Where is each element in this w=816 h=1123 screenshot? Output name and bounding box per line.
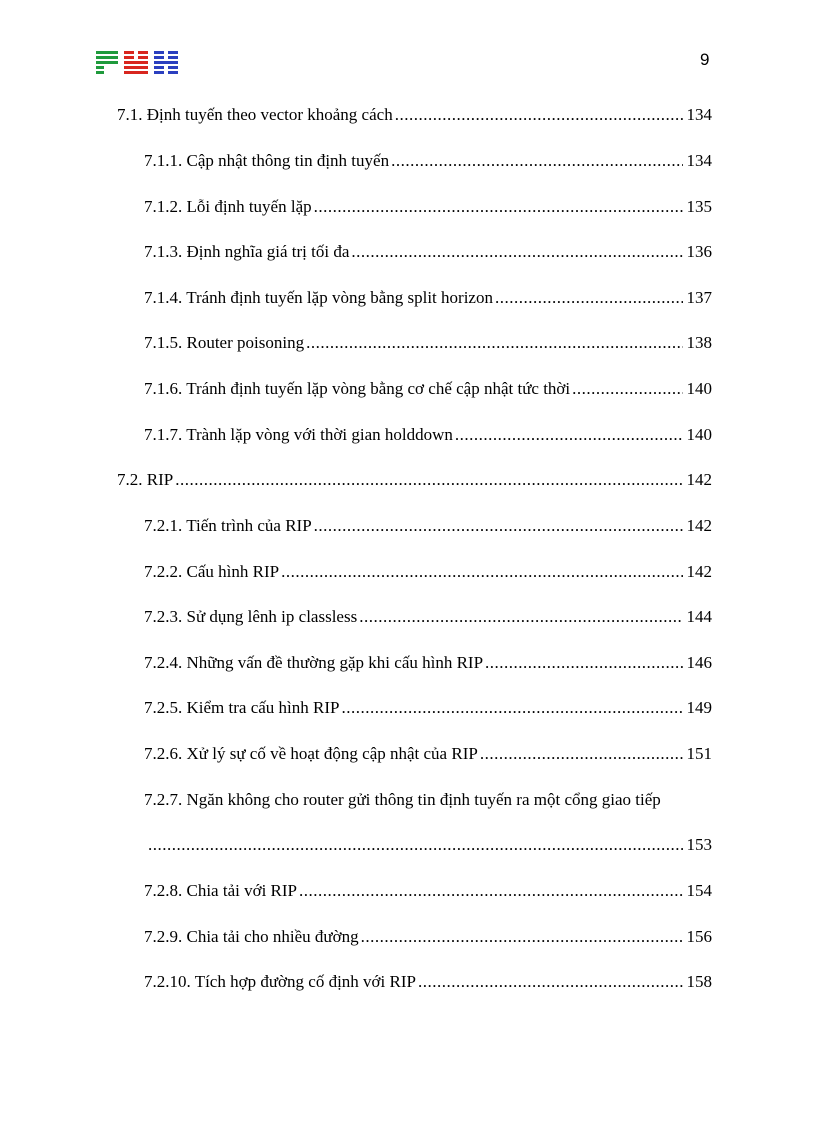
toc-entry[interactable] (144, 926, 712, 948)
toc-entry[interactable] (144, 150, 712, 172)
toc-entry-page: 134 (686, 105, 712, 124)
toc-entry-label: 7.2.9. Chia tải cho nhiều đường (144, 927, 359, 946)
toc-entry-label: 7.2.6. Xử lý sự cố về hoạt động cập nhật của RIP (144, 744, 478, 763)
toc-entry[interactable] (144, 241, 712, 263)
toc-entry-page: 151 (686, 744, 712, 763)
toc-entry-page: 140 (686, 379, 712, 398)
toc-entry-label: 7.1.7. Trành lặp vòng với thời gian holddown (144, 425, 453, 444)
toc-entry-page: 136 (686, 242, 712, 261)
toc-entry-page: 149 (686, 698, 712, 717)
dot-leader (306, 332, 682, 354)
dot-leader (361, 926, 683, 948)
toc-entry[interactable] (144, 424, 712, 446)
dot-leader (391, 150, 682, 172)
dot-leader (480, 743, 683, 765)
dot-leader (485, 652, 682, 674)
toc-entry-label: 7.1.4. Tránh định tuyến lặp vòng bằng split horizon (144, 288, 493, 307)
toc-entry-page: 153 (686, 835, 712, 854)
toc-entry-label: 7.1.1. Cập nhật thông tin định tuyến (144, 151, 390, 170)
toc-entry[interactable] (144, 196, 712, 218)
toc-entry-label: 7.2.5. Kiểm tra cấu hình RIP (144, 698, 340, 717)
toc-entry-label: 7.2. RIP (117, 470, 174, 489)
toc-entry-page: 142 (686, 562, 712, 581)
toc-entry[interactable] (144, 515, 712, 537)
page-number: 9 (700, 50, 710, 69)
dot-leader (314, 515, 683, 537)
dot-leader (351, 241, 682, 263)
toc-entry[interactable] (144, 880, 712, 902)
dot-leader (175, 469, 682, 491)
toc-entry-label: 7.2.8. Chia tải với RIP (144, 881, 298, 900)
toc-entry-label[interactable]: 7.2.7. Ngăn không cho router gửi thông tin định tuyến ra một cổng giao tiếp (144, 790, 661, 809)
toc-entry-page: 154 (686, 881, 712, 900)
toc-entry-page: 144 (686, 607, 712, 626)
toc-entry[interactable] (144, 652, 712, 674)
toc-entry-label: 7.1.2. Lỗi định tuyến lặp (144, 197, 312, 216)
toc-entry-label: 7.2.3. Sử dụng lênh ip classless (144, 607, 358, 626)
toc-entry-page: 142 (686, 470, 712, 489)
toc-entry[interactable] (144, 287, 712, 309)
toc-entry-page: 156 (686, 927, 712, 946)
toc-entry-page: 146 (686, 653, 712, 672)
toc-entry-label: 7.2.1. Tiến trình của RIP (144, 516, 312, 535)
toc-entry-label: 7.2.2. Cấu hình RIP (144, 562, 280, 581)
toc-entry[interactable] (148, 834, 712, 856)
toc-entry-label: 7.1.6. Tránh định tuyến lặp vòng bằng cơ chế cập nhật tức thời (144, 379, 571, 398)
toc-entry[interactable] (144, 561, 712, 583)
toc-entry[interactable] (144, 971, 712, 993)
dot-leader (341, 697, 682, 719)
dot-leader (455, 424, 683, 446)
dot-leader (148, 834, 683, 856)
toc-entry-label: 7.1.5. Router poisoning (144, 333, 305, 352)
dot-leader (359, 606, 682, 628)
toc-entry-page: 158 (686, 972, 712, 991)
toc-entry[interactable] (144, 606, 712, 628)
toc-entry[interactable] (144, 743, 712, 765)
dot-leader (314, 196, 683, 218)
toc-entry[interactable] (117, 104, 712, 126)
toc-entry-label: 7.1. Định tuyến theo vector khoảng cách (117, 105, 393, 124)
toc-entry-page: 135 (686, 197, 712, 216)
dot-leader (395, 104, 683, 126)
toc-entry-page: 137 (686, 288, 712, 307)
toc-entry-page: 140 (686, 425, 712, 444)
toc-entry-label: 7.1.3. Định nghĩa giá trị tối đa (144, 242, 350, 261)
toc-entry-page: 142 (686, 516, 712, 535)
dot-leader (281, 561, 682, 583)
toc-entry[interactable] (117, 469, 712, 491)
dot-leader (572, 378, 682, 400)
toc-entry-label: 7.2.10. Tích hợp đường cố định với RIP (144, 972, 416, 991)
toc-entry-page: 138 (686, 333, 712, 352)
dot-leader (418, 971, 683, 993)
toc-entry-label: 7.2.4. Những vấn đề thường gặp khi cấu hình RIP (144, 653, 484, 672)
toc-entry[interactable] (144, 378, 712, 400)
dot-leader (299, 880, 682, 902)
dot-leader (495, 287, 683, 309)
toc-entry[interactable] (144, 697, 712, 719)
toc-entry-page: 134 (686, 151, 712, 170)
toc-entry[interactable] (144, 332, 712, 354)
